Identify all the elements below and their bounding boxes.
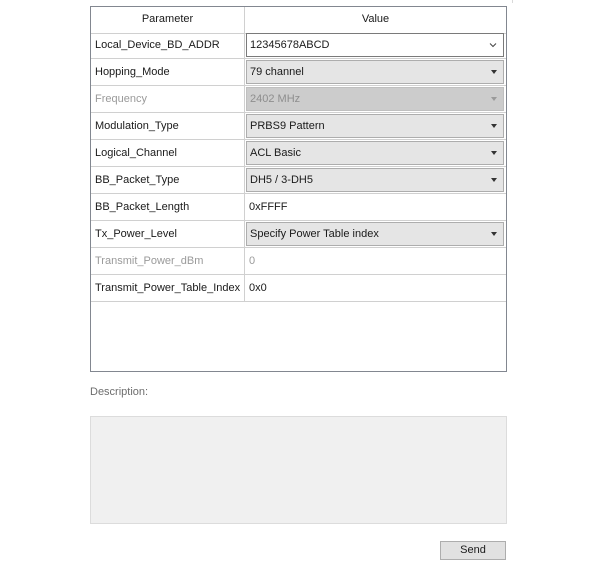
chevron-down-icon[interactable]	[488, 40, 498, 50]
row-local-device-bd-addr	[91, 32, 506, 59]
dropdown-arrow-icon	[491, 97, 497, 101]
logical-channel-dropdown[interactable]	[246, 141, 504, 165]
dropdown-value: DH5 / 3-DH5	[250, 174, 313, 186]
row-bb-packet-type	[91, 167, 506, 194]
bb-packet-length-field[interactable]	[245, 194, 506, 221]
modulation-type-dropdown[interactable]	[246, 114, 504, 138]
row-hopping-mode	[91, 59, 506, 86]
param-value-cell	[245, 221, 506, 248]
param-name: Transmit_Power_Table_Index	[91, 275, 245, 302]
grid-header-row	[91, 7, 506, 34]
combo-value: 12345678ABCD	[250, 39, 330, 51]
dropdown-arrow-icon	[491, 151, 497, 155]
frequency-dropdown	[246, 87, 504, 111]
dropdown-arrow-icon	[491, 232, 497, 236]
param-name: BB_Packet_Length	[91, 194, 245, 221]
param-value-cell	[245, 140, 506, 167]
column-header-value: Value	[245, 7, 506, 34]
param-name: Modulation_Type	[91, 113, 245, 140]
transmit-power-dbm-field	[245, 248, 506, 275]
dropdown-value: ACL Basic	[250, 147, 301, 159]
dropdown-value: Specify Power Table index	[250, 228, 379, 240]
row-transmit-power-dbm	[91, 248, 506, 275]
hopping-mode-dropdown[interactable]	[246, 60, 504, 84]
send-button[interactable]: Send	[440, 541, 506, 560]
param-name: Local_Device_BD_ADDR	[91, 32, 245, 59]
row-tx-power-level	[91, 221, 506, 248]
param-name: Logical_Channel	[91, 140, 245, 167]
param-value-cell	[245, 59, 506, 86]
param-name: Hopping_Mode	[91, 59, 245, 86]
tx-power-level-dropdown[interactable]	[246, 222, 504, 246]
bb-packet-type-dropdown[interactable]	[246, 168, 504, 192]
param-name: Frequency	[91, 86, 245, 113]
description-label: Description:	[90, 386, 149, 398]
settings-panel	[89, 3, 515, 571]
description-box	[90, 416, 507, 524]
dropdown-value: PRBS9 Pattern	[250, 120, 325, 132]
param-name: Tx_Power_Level	[91, 221, 245, 248]
row-transmit-power-table-index	[91, 275, 506, 302]
local-device-bd-addr-combo[interactable]	[246, 33, 504, 57]
dropdown-value: 79 channel	[250, 66, 304, 78]
field-value: 0x0	[249, 282, 267, 294]
param-name: Transmit_Power_dBm	[91, 248, 245, 275]
dropdown-value: 2402 MHz	[250, 93, 301, 105]
dropdown-arrow-icon	[491, 124, 497, 128]
param-value-cell	[245, 113, 506, 140]
dropdown-arrow-icon	[491, 70, 497, 74]
column-header-parameter: Parameter	[91, 7, 245, 34]
property-grid	[90, 6, 507, 372]
param-value-cell	[245, 86, 506, 113]
row-bb-packet-length	[91, 194, 506, 221]
transmit-power-table-index-field[interactable]	[245, 275, 506, 302]
dropdown-arrow-icon	[491, 178, 497, 182]
field-value: 0xFFFF	[249, 201, 288, 213]
param-name: BB_Packet_Type	[91, 167, 245, 194]
row-logical-channel	[91, 140, 506, 167]
field-value: 0	[249, 255, 256, 267]
row-modulation-type	[91, 113, 506, 140]
row-frequency	[91, 86, 506, 113]
param-value-cell	[245, 32, 506, 59]
param-value-cell	[245, 167, 506, 194]
